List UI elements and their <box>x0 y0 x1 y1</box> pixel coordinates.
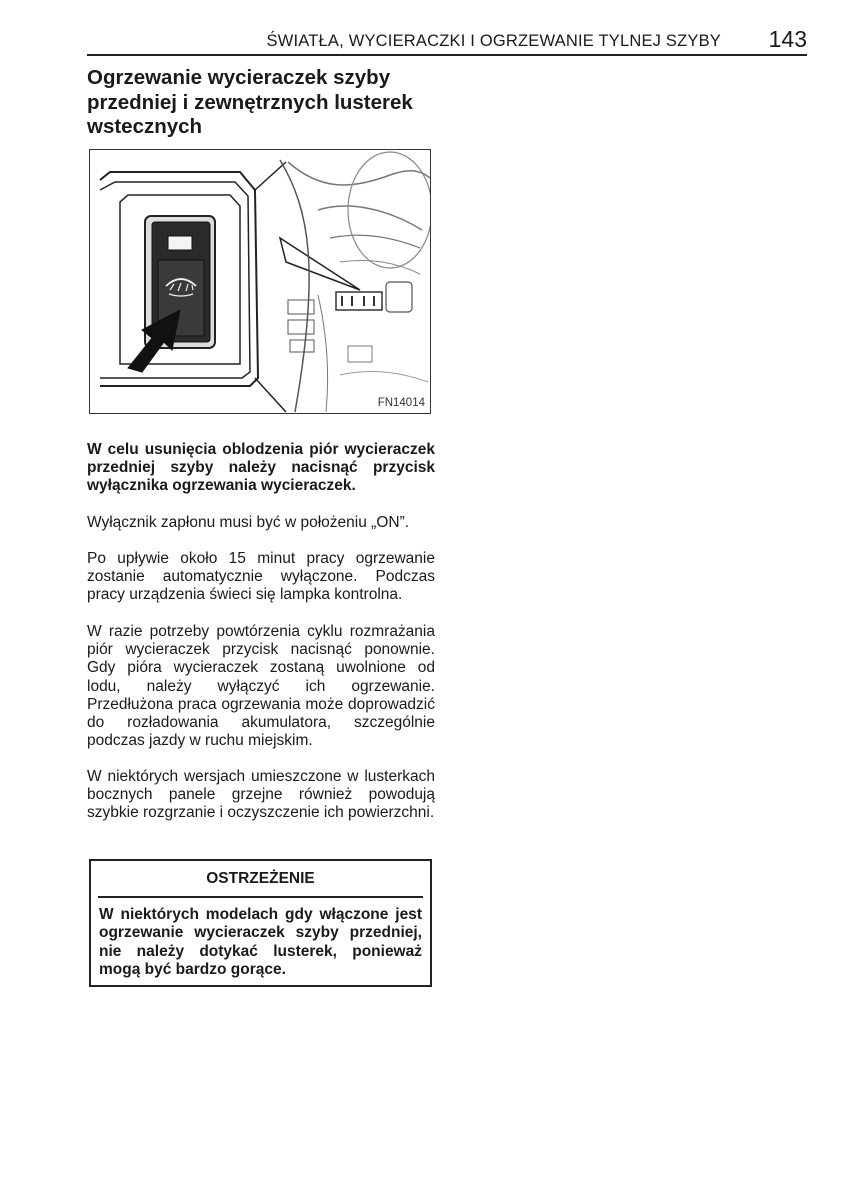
ignition-paragraph: Wyłącznik zapłonu musi być w położeniu „ON”. <box>87 514 410 531</box>
switch-illustration <box>89 149 431 414</box>
running-title: ŚWIATŁA, WYCIERACZKI I OGRZEWANIE TYLNEJ SZYBY <box>266 32 721 50</box>
repeat-cycle-paragraph: W razie potrzeby powtórzenia cyklu rozmrażania piór wycieraczek przycisk nacisnąć ponownie. Gdy pióra wycieraczek zostaną uwolnione od lodu, należy wyłączyć ich ogrzewanie. Przedłużona praca ogrzewania może doprowadzić do rozładowania akumulatora, szczególnie podczas jazdy w ruchu miejskim. <box>87 623 435 750</box>
warning-divider <box>98 896 423 898</box>
warning-text: W niektórych modelach gdy włączone jest ogrzewanie wycieraczek szyby przedniej, nie należy dotykać lusterek, ponieważ mogą być bardzo gorące. <box>99 906 422 978</box>
section-title: Ogrzewanie wycieraczek szyby przedniej i zewnętrznych lusterek wstecznych <box>87 66 413 138</box>
page-number: 143 <box>768 26 807 52</box>
intro-paragraph: W celu usunięcia oblodzenia piór wycieraczek przedniej szyby należy nacisnąć przycisk wyłącznika ogrzewania wycieraczek. <box>87 441 435 495</box>
warning-title: OSTRZEŻENIE <box>206 870 315 887</box>
running-header <box>87 26 807 56</box>
warning-box <box>89 859 432 987</box>
timer-paragraph: Po upływie około 15 minut pracy ogrzewanie zostanie automatycznie wyłączone. Podczas pracy urządzenia świeci się lampka kontrolna. <box>87 550 435 604</box>
mirror-heaters-paragraph: W niektórych wersjach umieszczone w lusterkach bocznych panele grzejne również powodują szybkie rozgrzanie i oczyszczenie ich powierzchni. <box>87 768 435 822</box>
figure-code: FN14014 <box>377 397 425 409</box>
dashboard-switch-drawing <box>90 150 431 414</box>
